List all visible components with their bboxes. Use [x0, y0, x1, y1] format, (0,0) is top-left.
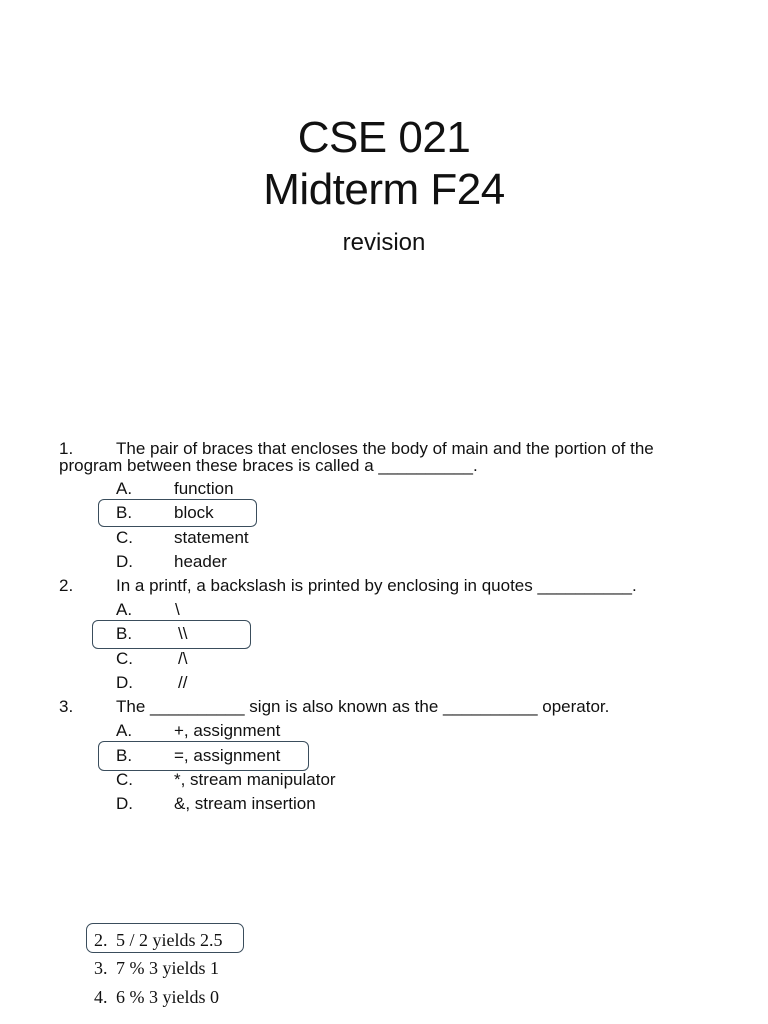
- option-letter: C.: [116, 528, 133, 547]
- option-text: /\: [178, 649, 188, 668]
- option-letter: A.: [116, 479, 133, 498]
- option-2a: [116, 600, 180, 620]
- option-text: //: [178, 673, 188, 692]
- question-text: The __________ sign is also known as the __________ operator.: [116, 697, 610, 716]
- question-1-continuation: program between these braces is called a __________.: [59, 456, 478, 475]
- question-text: The pair of braces that encloses the body of main and the portion of the: [116, 439, 654, 458]
- question-number: 1.: [59, 439, 74, 458]
- option-text: header: [174, 552, 227, 571]
- option-letter: D.: [116, 552, 133, 571]
- bottom-list-text: 5 / 2 yields 2.5: [116, 930, 223, 950]
- answer-circle-bottom: [86, 923, 244, 953]
- option-letter: A.: [116, 721, 133, 740]
- option-letter: D.: [116, 673, 133, 692]
- answer-circle-q2: [92, 620, 251, 649]
- question-3-stem: [59, 697, 609, 717]
- option-text: +, assignment: [174, 721, 281, 740]
- option-1d: [116, 552, 227, 572]
- bottom-list-text: 6 % 3 yields 0: [116, 987, 219, 1007]
- question-2-stem: [59, 576, 637, 596]
- option-letter: D.: [116, 794, 133, 813]
- option-text: =, assignment: [174, 746, 281, 765]
- option-1c: [116, 528, 249, 548]
- option-letter: C.: [116, 770, 133, 789]
- option-text: block: [174, 503, 214, 522]
- option-3a: [116, 721, 280, 741]
- option-3c: [116, 770, 336, 790]
- option-letter: B.: [116, 624, 133, 643]
- option-text: \\: [178, 624, 188, 643]
- bottom-list-item: [94, 957, 219, 979]
- option-text: \: [175, 600, 180, 619]
- exam-title: Midterm F24: [263, 165, 505, 214]
- option-text: function: [174, 479, 234, 498]
- option-letter: B.: [116, 746, 133, 765]
- option-3d: [116, 794, 316, 814]
- option-letter: B.: [116, 503, 133, 522]
- option-1a: [116, 479, 234, 499]
- course-title: CSE 021: [297, 113, 471, 162]
- bottom-list-text: 7 % 3 yields 1: [116, 958, 219, 978]
- option-text: *, stream manipulator: [174, 770, 336, 789]
- bottom-list-number: 2.: [94, 930, 108, 950]
- answer-circle-q3: [98, 741, 309, 771]
- option-2d: [116, 673, 187, 693]
- option-letter: C.: [116, 649, 133, 668]
- answer-circle-q1: [98, 499, 257, 527]
- option-text: statement: [174, 528, 249, 547]
- option-2c: [116, 649, 187, 669]
- question-text: In a printf, a backslash is printed by enclosing in quotes __________.: [116, 576, 637, 595]
- bottom-list-number: 4.: [94, 987, 108, 1007]
- question-number: 2.: [59, 576, 74, 595]
- option-text: &, stream insertion: [174, 794, 316, 813]
- question-number: 3.: [59, 697, 74, 716]
- subtitle: revision: [342, 229, 426, 256]
- bottom-list-item: [94, 986, 219, 1008]
- option-letter: A.: [116, 600, 133, 619]
- bottom-list-number: 3.: [94, 958, 108, 978]
